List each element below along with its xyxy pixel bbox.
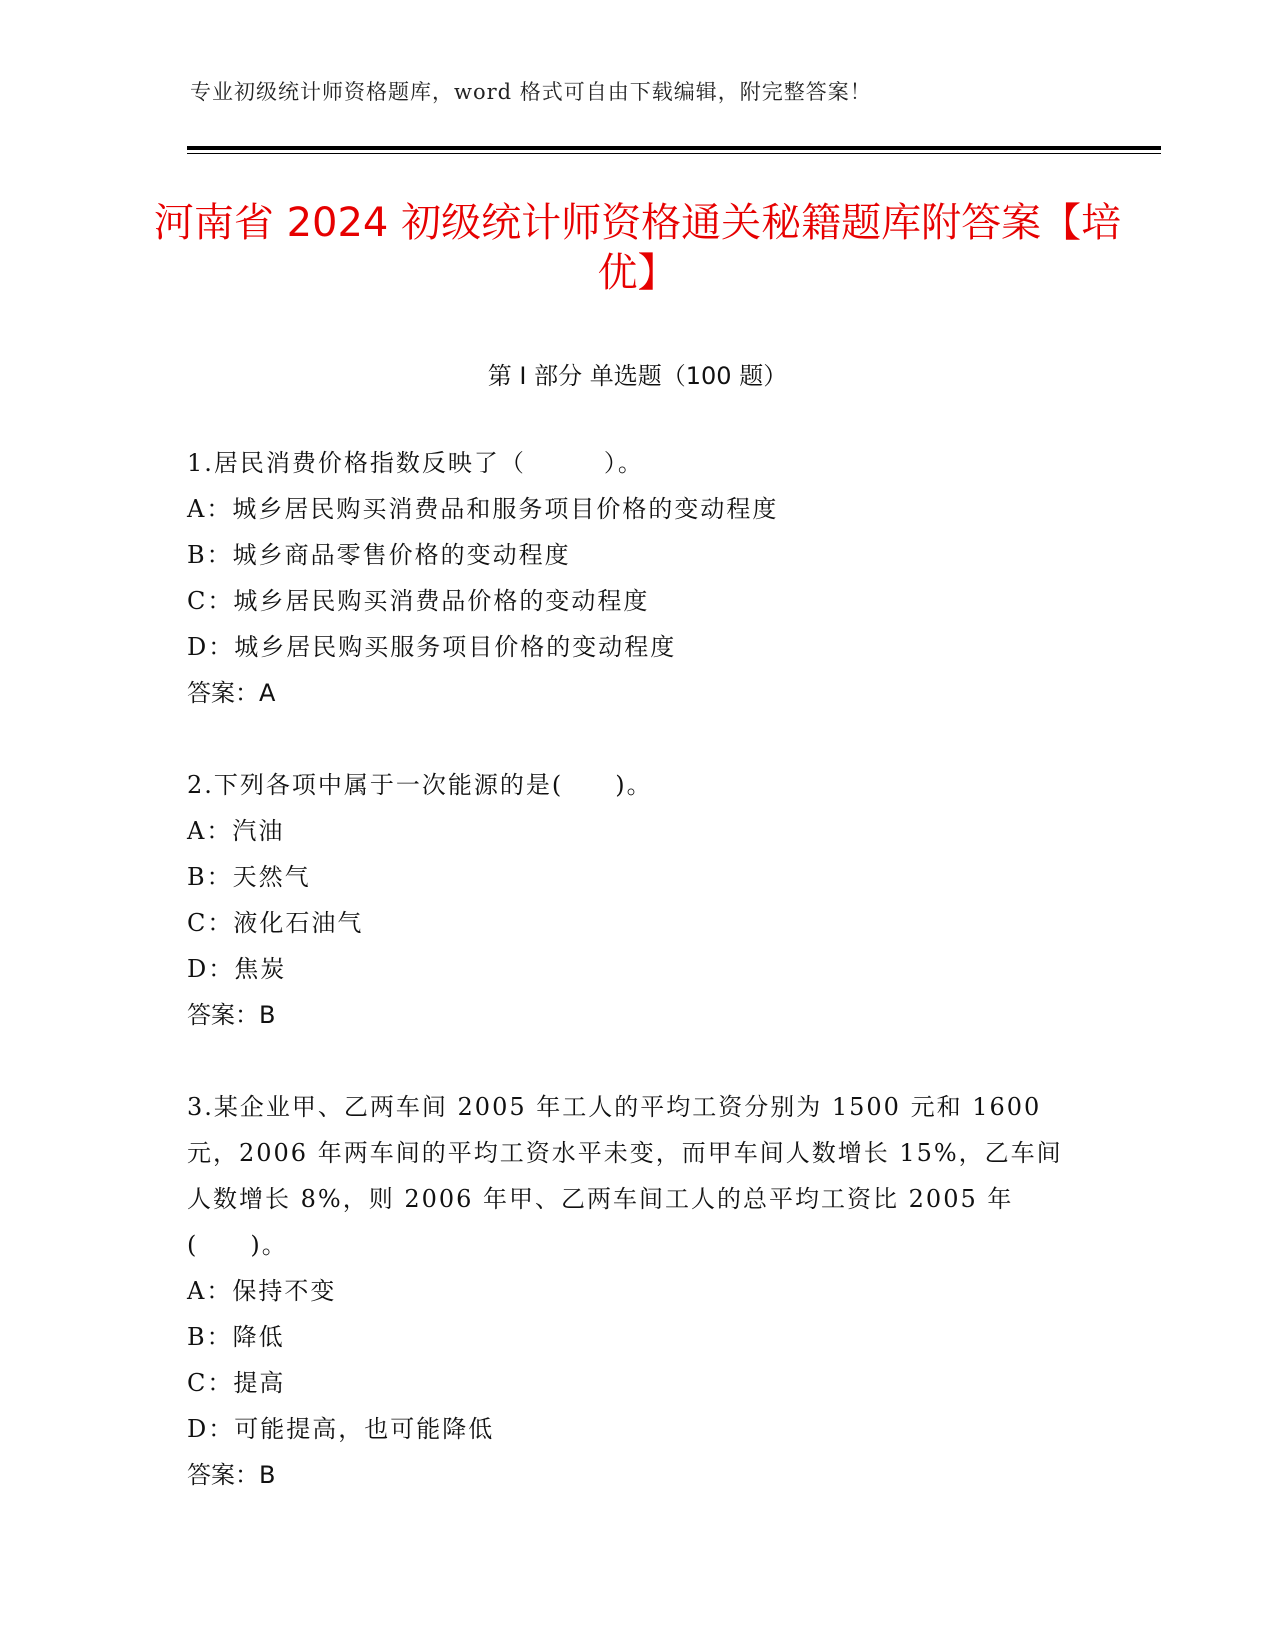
question-option-d: D：可能提高，也可能降低 [187,1415,495,1443]
question-answer: 答案：B [187,1001,276,1029]
section-title: 第 I 部分 单选题（100 题） [487,362,788,390]
question-option-a: A：城乡居民购买消费品和服务项目价格的变动程度 [187,495,779,523]
question-option-b: B：城乡商品零售价格的变动程度 [187,541,571,569]
question-option-b: B：天然气 [187,863,311,891]
question-option-b: B：降低 [187,1323,285,1351]
question-option-d: D：焦炭 [187,955,287,983]
question-item [187,1084,1067,1498]
question-list [187,440,1067,1544]
question-option-c: C：提高 [187,1369,286,1397]
question-option-a: A：汽油 [187,817,285,845]
question-item [187,440,1067,716]
question-stem: 2.下列各项中属于一次能源的是( )。 [187,771,653,799]
question-answer: 答案：A [187,679,276,707]
question-answer: 答案：B [187,1461,276,1489]
question-option-d: D：城乡居民购买服务项目价格的变动程度 [187,633,677,661]
header-note: 专业初级统计师资格题库，word 格式可自由下载编辑，附完整答案！ [190,80,872,104]
question-stem: 3.某企业甲、乙两车间 2005 年工人的平均工资分别为 1500 元和 1600 元，2006 年两车间的平均工资水平未变，而甲车间人数增长 15%，乙车间人数增长 8%，则 2006 年甲、乙两车间工人的总平均工资比 2005 年( )。 [187,1093,1063,1259]
header-divider-thin [187,153,1161,154]
question-option-c: C：液化石油气 [187,909,364,937]
header-divider-thick [187,146,1161,150]
document-title: 河南省 2024 初级统计师资格通关秘籍题库附答案【培优】 [153,200,1122,296]
question-option-a: A：保持不变 [187,1277,337,1305]
question-item [187,762,1067,1038]
question-option-c: C：城乡居民购买消费品价格的变动程度 [187,587,650,615]
question-stem: 1.居民消费价格指数反映了（ ）。 [187,449,644,477]
